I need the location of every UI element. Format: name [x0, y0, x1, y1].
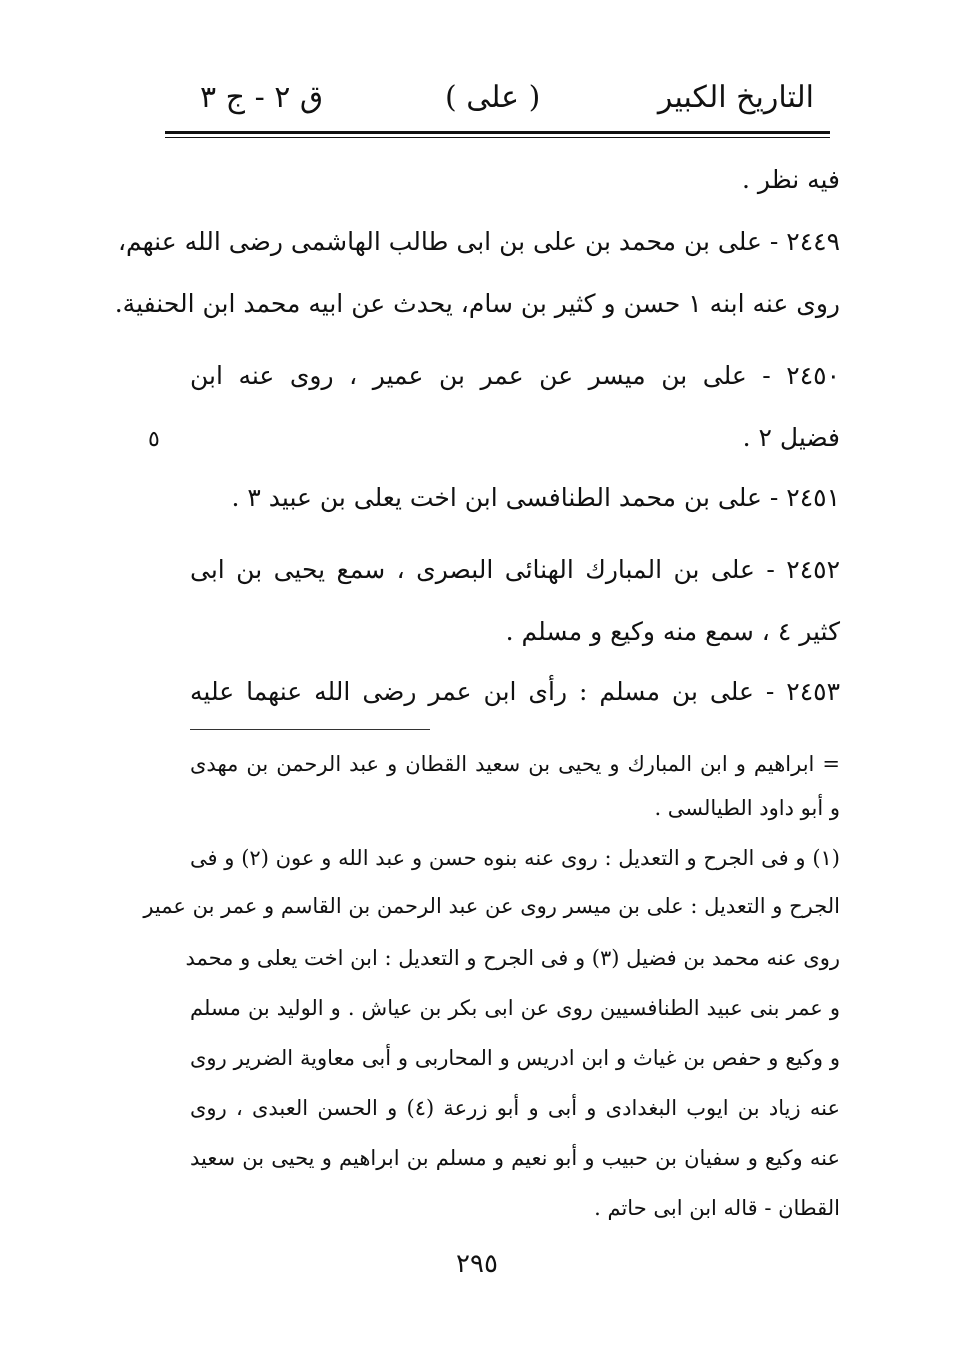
footnote-line: القطان - قاله ابن ابى حاتم . [594, 1196, 840, 1220]
footnote-line: = ابراهيم و ابن المبارك و يحيى بن سعيد القطان و عبد الرحمن بن مهدى [190, 752, 840, 776]
entry-2453-line: ٢٤٥٣ - على بن مسلم : رأى ابن عمر رضى الله عنهما عليه [190, 677, 840, 706]
footnote-line: الجرح و التعديل : على بن ميسر روى عن عبد الرحمن بن القاسم و عمر بن عمير [143, 894, 840, 918]
body-line: روى عنه ابنه ١ حسن و كثير بن سام، يحدث عن ابيه محمد ابن الحنفية. [114, 289, 840, 318]
margin-line-number: ٥ [148, 427, 160, 452]
body-line: فضيل ٢ . [742, 423, 840, 452]
footnote-line: عنه زياد بن ايوب البغدادى و أبى و أبو زرعة (٤) و الحسن العبدى ، روى [190, 1096, 840, 1120]
footnote-line: (١) و فى الجرح و التعديل : روى عنه بنوه حسن و عبد الله و عون (٢) و فى [190, 846, 840, 870]
footnote-separator [190, 729, 430, 730]
entry-2451-line: ٢٤٥١ - على بن محمد الطنافسى ابن اخت يعلى بن عبيد ٣ . [231, 483, 840, 512]
body-line: فيه نظر . [742, 165, 840, 194]
footnote-line: عنه وكيع و سفيان بن حبيب و أبو نعيم و مسلم بن ابراهيم و يحيى بن سعيد [190, 1146, 840, 1170]
entry-2450-line: ٢٤٥٠ - على بن ميسر عن عمر بن عمير ، روى عنه ابن [190, 361, 840, 390]
footnote-line: روى عنه محمد بن فضيل (٣) و فى الجرح و التعديل : ابن اخت يعلى و محمد [185, 946, 840, 970]
running-title: التاريخ الكبير [657, 80, 814, 115]
volume-label: ق ٢ - ج ٣ [200, 80, 324, 115]
section-name: ( على ) [445, 80, 541, 115]
header-rule-thick [165, 131, 830, 134]
entry-2449-line: ٢٤٤٩ - على بن محمد بن على بن ابى طالب الهاشمى رضى الله عنهم، [117, 227, 840, 256]
header-rule-thin [165, 137, 830, 138]
footnote-line: و عمر بنى عبيد الطنافسيين روى عن ابى بكر بن عياش . و الوليد بن مسلم [190, 996, 840, 1020]
footnote-line: و أبو داود الطيالسى . [654, 796, 840, 820]
footnote-line: و وكيع و حفص بن غياث و ابن ادريس و المحاربى و أبى معاوية الضرير روى [190, 1046, 840, 1070]
entry-2452-line: ٢٤٥٢ - على بن المبارك الهنائى البصرى ، سمع يحيى بن ابى [190, 555, 840, 584]
page-number: ٢٩٥ [456, 1249, 498, 1279]
body-line: كثير ٤ ، سمع منه وكيع و مسلم . [505, 617, 840, 646]
